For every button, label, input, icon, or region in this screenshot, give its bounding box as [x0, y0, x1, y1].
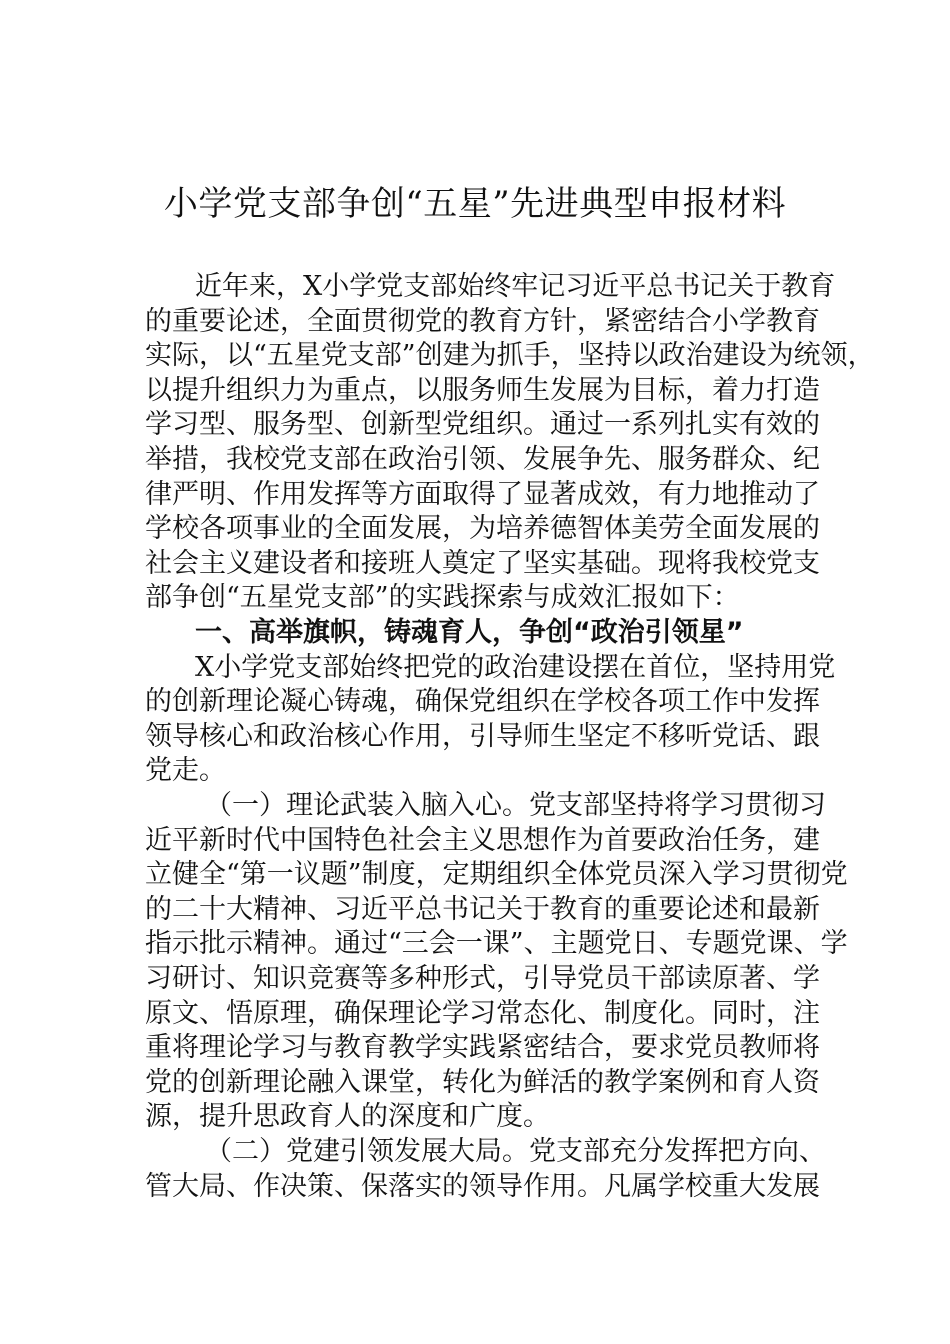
- paragraph-line: X小学党支部始终把党的政治建设摆在首位，坚持用党: [195, 651, 836, 683]
- paragraph-line: 学习型、服务型、创新型党组织。通过一系列扎实有效的: [145, 409, 820, 441]
- paragraph-line: 社会主义建设者和接班人奠定了坚实基础。现将我校党支: [145, 547, 820, 579]
- paragraph-line: 党的创新理论融入课堂，转化为鲜活的教学案例和育人资: [145, 1066, 820, 1098]
- paragraph-line: 近年来，X小学党支部始终牢记习近平总书记关于教育: [195, 271, 836, 302]
- paragraph-line: 举措，我校党支部在政治引领、发展争先、服务群众、纪: [145, 444, 820, 475]
- paragraph-line: 习研讨、知识竞赛等多种形式，引导党员干部读原著、学: [145, 963, 820, 994]
- paragraph-line: 近平新时代中国特色社会主义思想作为首要政治任务，建: [145, 824, 820, 856]
- paragraph-line: 学校各项事业的全面发展，为培养德智体美劳全面发展的: [145, 513, 820, 545]
- paragraph-line: 律严明、作用发挥等方面取得了显著成效，有力地推动了: [145, 478, 820, 510]
- paragraph-line: 部争创“五星党支部”的实践探索与成效汇报如下：: [145, 582, 740, 614]
- section-heading: 一、高举旗帜，铸魂育人，争创“政治引领星”: [195, 617, 744, 648]
- paragraph-line: 重将理论学习与教育教学实践紧密结合，要求党员教师将: [145, 1032, 820, 1064]
- paragraph-line: （二）党建引领发展大局。党支部充分发挥把方向、: [205, 1136, 826, 1167]
- paragraph-line: 实际，以“五星党支部”创建为抓手，坚持以政治建设为统领，: [145, 340, 875, 372]
- paragraph-line: 的创新理论凝心铸魂，确保党组织在学校各项工作中发挥: [145, 686, 820, 718]
- paragraph-line: 管大局、作决策、保落实的领导作用。凡属学校重大发展: [145, 1170, 820, 1202]
- paragraph-line: 的二十大精神、习近平总书记关于教育的重要论述和最新: [145, 893, 820, 925]
- paragraph-line: 领导核心和政治核心作用，引导师生坚定不移听党话、跟: [145, 720, 820, 752]
- paragraph-line: 源，提升思政育人的深度和广度。: [145, 1101, 550, 1133]
- paragraph-line: （一）理论武装入脑入心。党支部坚持将学习贯彻习: [205, 790, 826, 821]
- document-title: 小学党支部争创“五星”先进典型申报材料: [163, 184, 787, 224]
- paragraph-line: 立健全“第一议题”制度，定期组织全体党员深入学习贯彻党: [145, 859, 848, 891]
- paragraph-line: 的重要论述，全面贯彻党的教育方针，紧密结合小学教育: [145, 305, 820, 337]
- paragraph-line: 原文、悟原理，确保理论学习常态化、制度化。同时，注: [145, 997, 820, 1029]
- paragraph-line: 指示批示精神。通过“三会一课”、主题党日、专题党课、学: [145, 928, 848, 960]
- paragraph-line: 以提升组织力为重点，以服务师生发展为目标，着力打造: [145, 374, 820, 406]
- paragraph-line: 党走。: [145, 755, 226, 787]
